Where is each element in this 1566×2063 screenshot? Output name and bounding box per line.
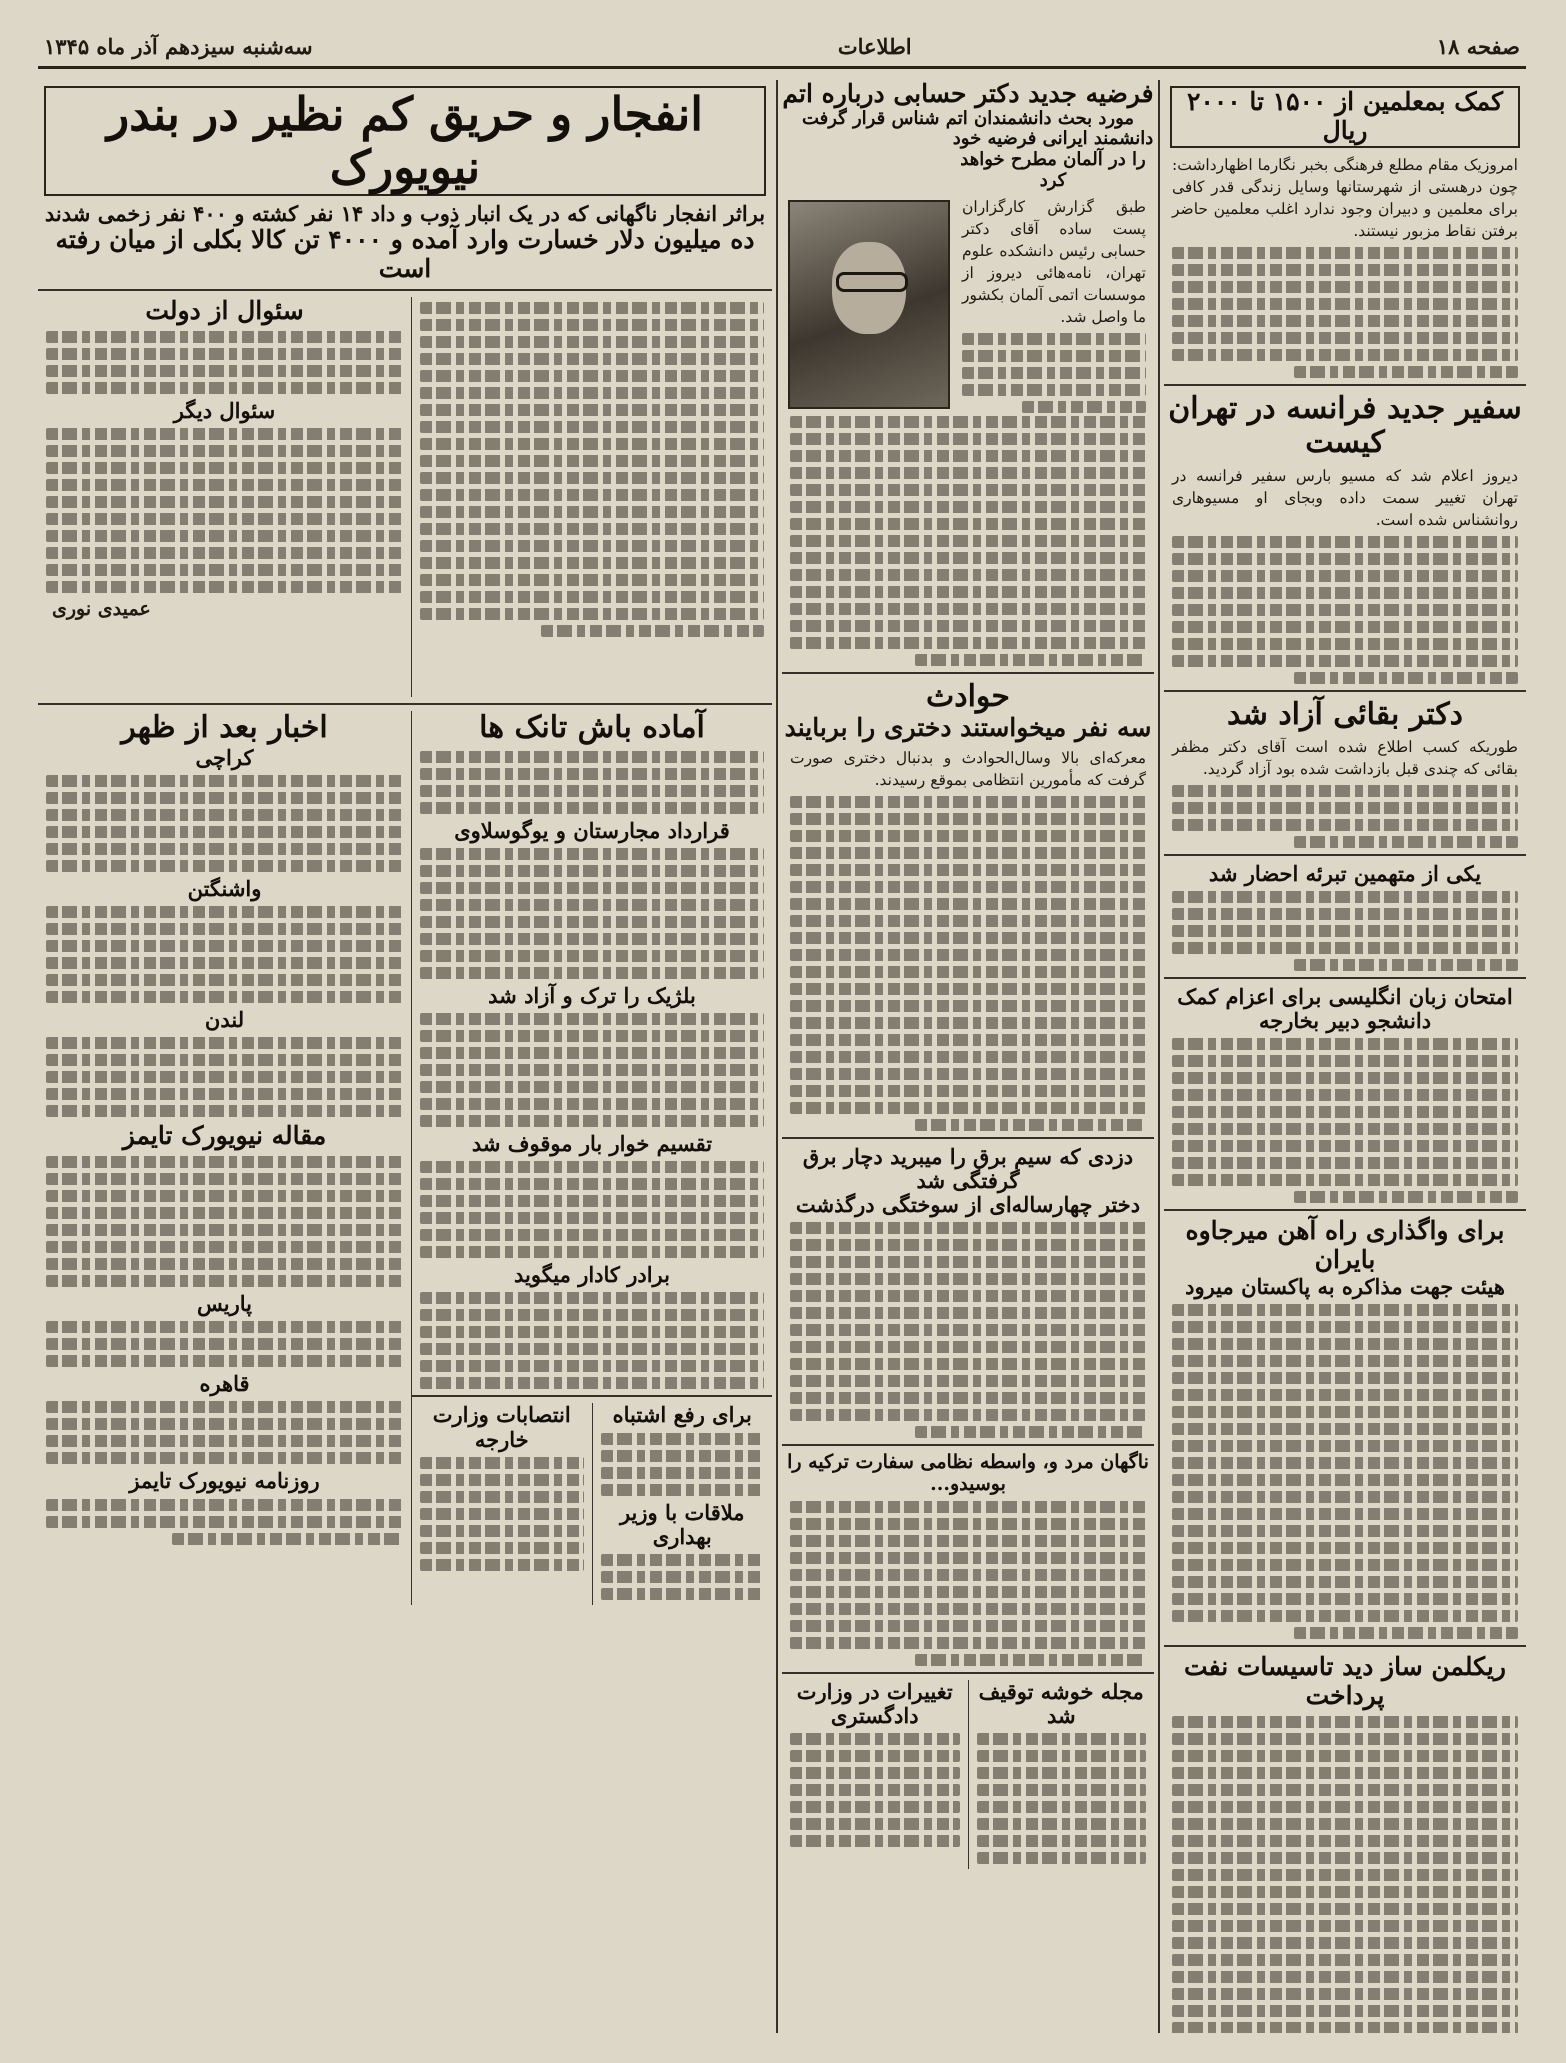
main-headline: انفجار و حریق کم نظیر در بندر نیویورک [106,87,704,194]
article-headline: برای رفع اشتباه [612,1402,752,1428]
article-headline: تقسیم خوار بار موقوف شد [471,1131,713,1157]
masthead [38,26,1526,69]
section-title: حوادث [926,678,1010,714]
article-headline: ملاقات با وزیر بهداری [619,1499,745,1549]
article-body: دیروز اعلام شد که مسیو بارس سفیر فرانسه در تهران تغییر سمت داده وبجای او مسیوهاری روانشناس شده است. [1172,466,1518,529]
article-headline: قرارداد مجارستان و یوگوسلاوی [454,817,730,843]
column-middle [782,80,1154,2033]
dateline: لندن [204,1007,245,1033]
article-headline: سئوال دیگر [173,398,276,424]
dateline: کراچی [195,744,254,770]
article-headline: دزدی که سیم برق را میبرید دچار برق گرفتگی شد [802,1143,1134,1193]
article-headline: فرضیه جدید دکتر حسابی درباره اتم [782,80,1154,108]
article-headline: یکی از متهمین تبرئه احضار شد [1208,861,1482,886]
article-headline: ناگهان مرد و، واسطه نظامی سفارت ترکیه را بوسیدو... [787,1451,1149,1496]
page-number: صفحه ۱۸ [1436,33,1520,59]
article-subheadline: دانشمند ایرانی فرضیه خود را در آلمان مطرح خواهد کرد [952,128,1154,191]
dateline: واشنگتن [187,876,262,902]
author-byline: عمیدی نوری [52,598,151,621]
dateline: قاهره [199,1371,250,1397]
article-body: امروزیک مقام مطلع فرهنگی بخبر نگارما اظهارداشت: چون درهستی از شهرستانها وسایل زندگی قدر کافی برای معلمین و دبیران وجود ندارد اغلب معلمین حاضر برفتن نقاط مزبور نیستند. [1172,155,1518,240]
dateline: پاریس [196,1291,252,1317]
column-rule [776,80,778,2033]
article-headline: بلژیک را ترک و آزاد شد [488,983,696,1009]
article-body: طبق گزارش کارگزاران پست ساده آقای دکتر حسابی رئیس دانشکده علوم تهران، نامه‌هائی دیروز از موسسات اتمی آلمان بکشور ما واصل شد. [961,197,1146,326]
section-title: اخبار بعد از ظهر [121,710,328,746]
article-headline: برای واگذاری راه آهن میرجاوه بایران [1185,1216,1505,1275]
article-headline: کمک بمعلمین از ۱۵۰۰ تا ۲۰۰۰ ریال [1186,87,1504,145]
column-rule [1158,80,1160,2033]
article-headline: دختر چهارساله‌ای از سوختگی درگذشت [795,1192,1141,1218]
article-body: معرکه‌ای بالا وسال‌الحوادث و بدنبال دختری صورت گرفت که مأمورین انتظامی بموقع رسیدند. [790,748,1146,789]
article-headline: امتحان زبان انگلیسی برای اعزام کمک دانشجو دبیر بخارجه [1177,984,1513,1034]
article-headline: روزنامه نیویورک تایمز [129,1468,320,1494]
portrait-photo [788,200,950,409]
article-headline: مقاله نیویورک تایمز [122,1121,327,1151]
column-right [1164,80,1526,2033]
article-body: طوریکه کسب اطلاع شده است آقای دکتر مظفر بقائی که چندی قبل بازداشت شده بود آزاد گردید. [1172,738,1518,778]
article-headline: برادر کادار میگوید [513,1262,670,1288]
article-headline: ریکلمن ساز دید تاسیسات نفت پرداخت [1184,1652,1506,1710]
main-subheadline: براثر انفجار ناگهانی که در یک انبار ذوب و داد ۱۴ نفر کشته و ۴۰۰ نفر زخمی شدند [44,200,766,226]
column-left [38,80,772,2033]
article-headline: انتصابات وزارت خارجه [432,1402,571,1452]
article-headline: آماده باش تانک ها [479,710,705,746]
main-subheadline: ده میلیون دلار خسارت وارد آمده و ۴۰۰۰ تن کالا بکلی از میان رفته است [55,224,755,283]
newspaper-name: اطلاعات [837,33,912,59]
article-headline: سه نفر میخواستند دختری را بربایند [784,713,1152,742]
article-headline: سفیر جدید فرانسه در تهران کیست [1168,390,1522,460]
article-headline: تغییرات در وزارت دادگستری [796,1678,953,1728]
article-subheadline: هیئت جهت مذاکره به پاکستان میرود [1185,1273,1505,1299]
article-headline: دکتر بقائی آزاد شد [1226,696,1463,732]
article-headline: سئوال از دولت [145,296,304,326]
article-subheadline: مورد بحث دانشمندان اتم شناس قرار گرفت [801,107,1135,129]
article-headline: مجله خوشه توقیف شد [978,1678,1144,1728]
issue-date: سه‌شنبه سیزدهم آذر ماه ۱۳۴۵ [44,33,313,59]
